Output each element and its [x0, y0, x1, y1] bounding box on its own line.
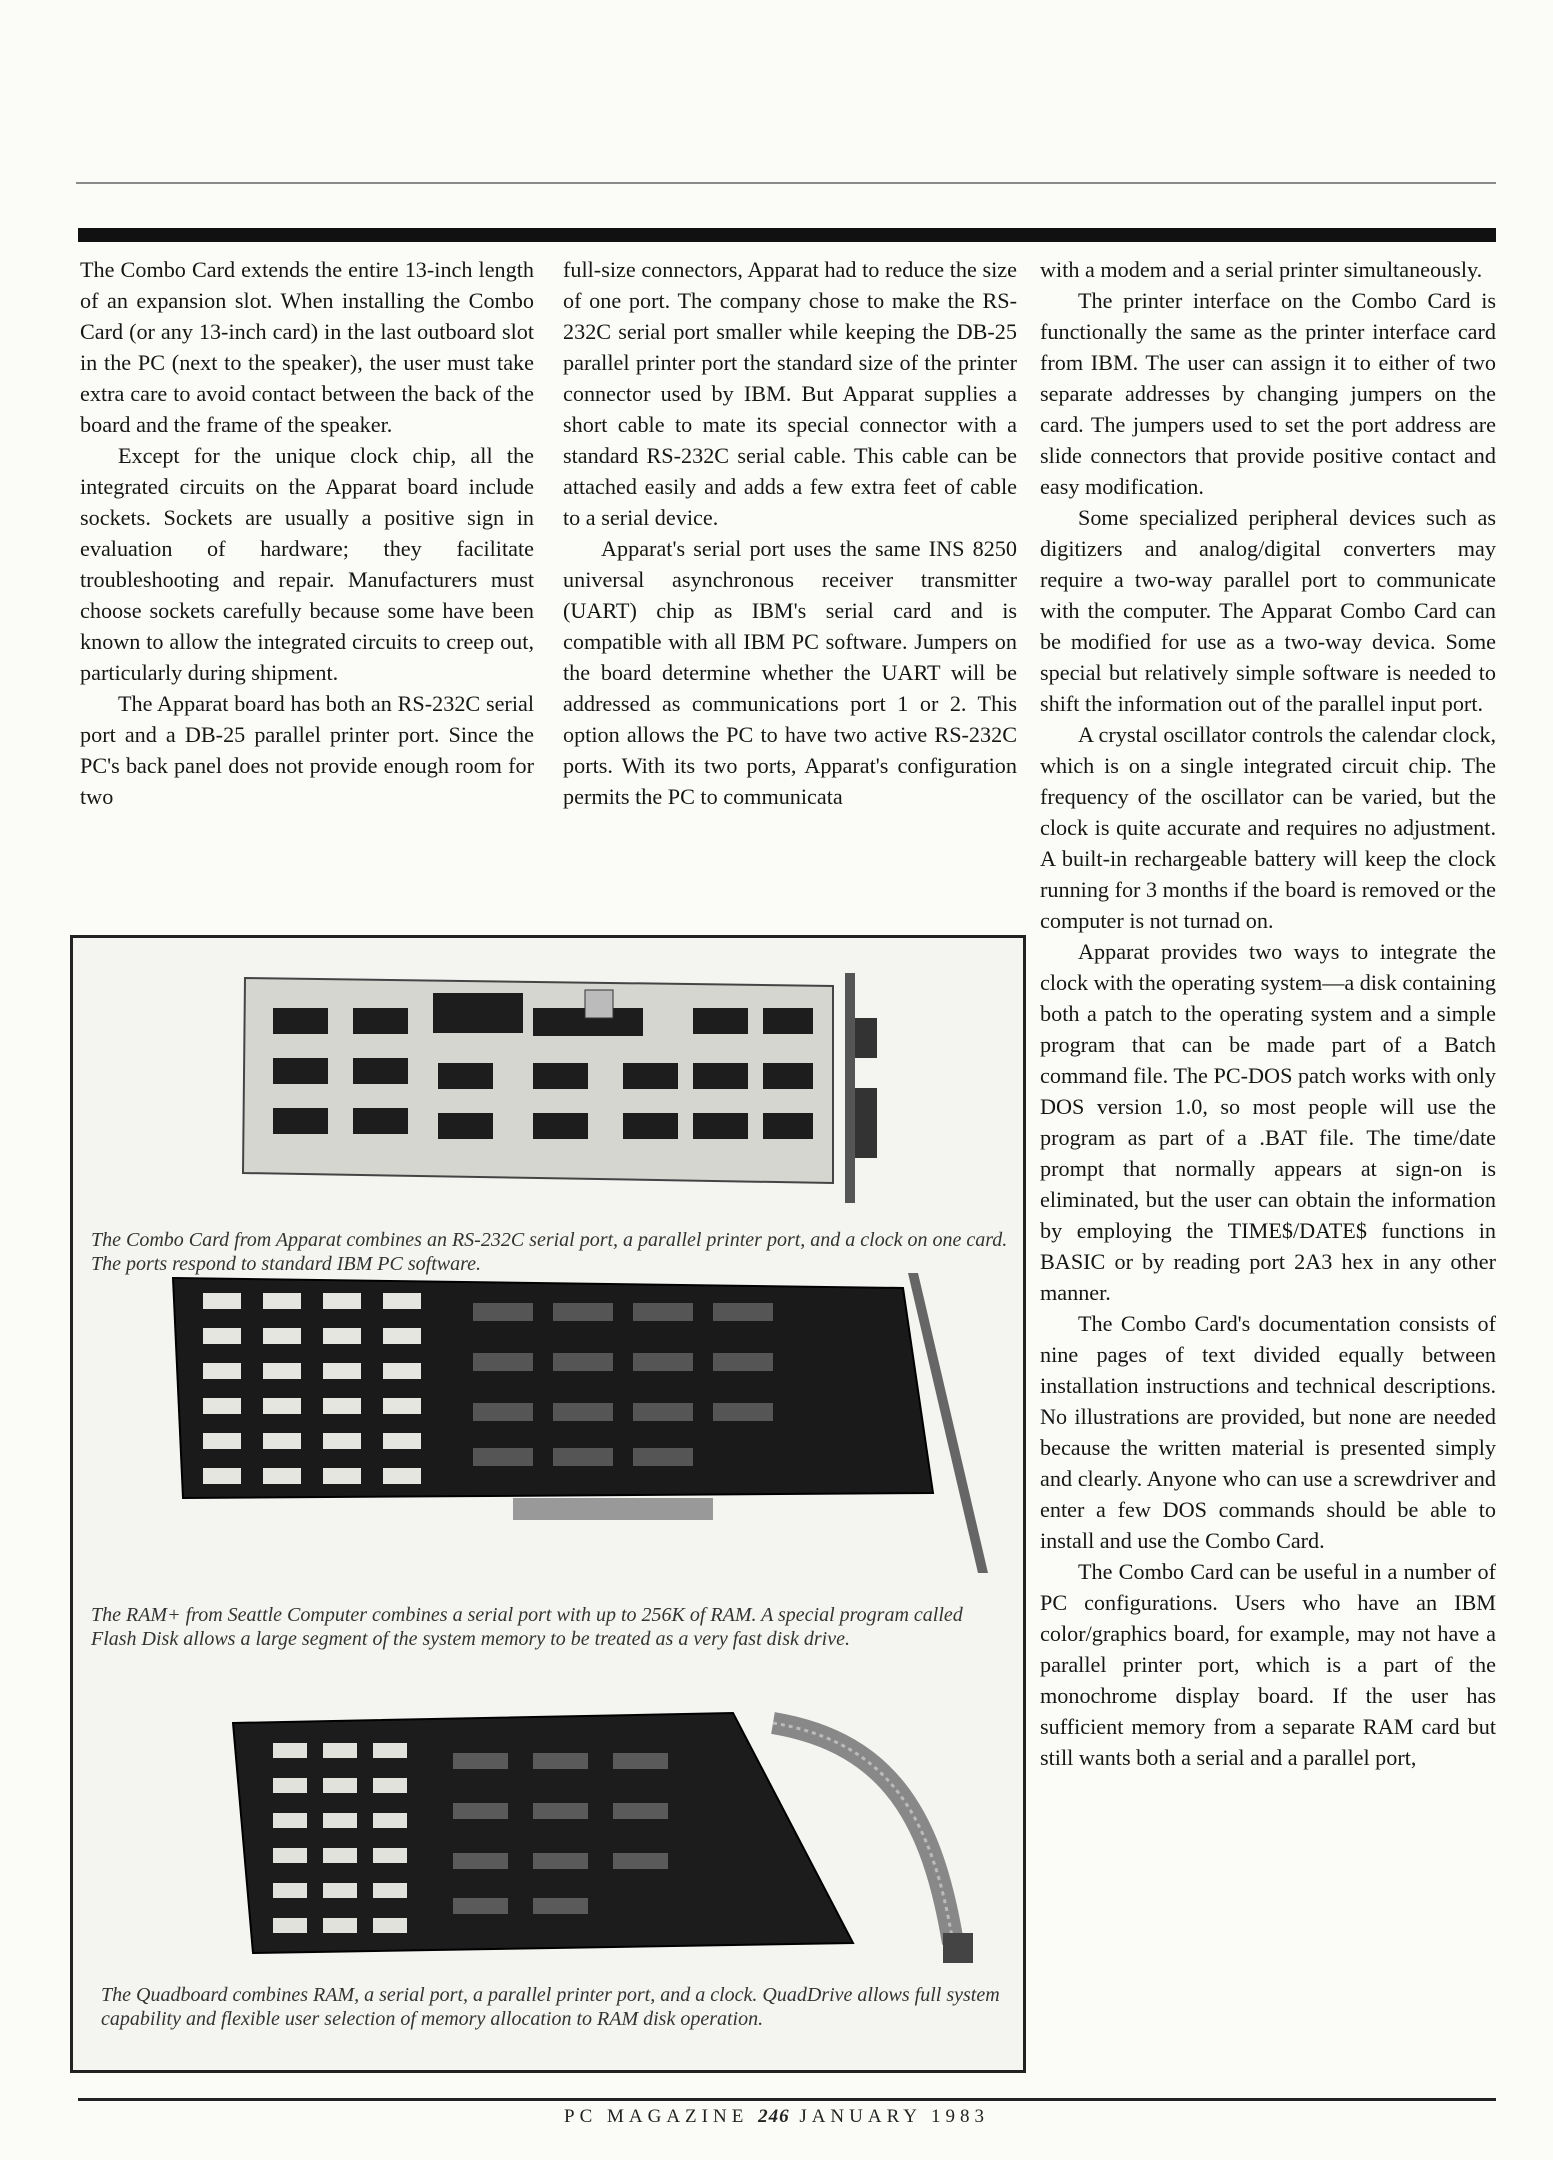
ram-plus-photo [153, 1273, 993, 1593]
article-column-2 [563, 254, 1017, 812]
footer-magazine: PC MAGAZINE [564, 2106, 749, 2127]
combo-card-caption: The Combo Card from Apparat combines an RS-232C serial port, a parallel printer port, and a clock on one card. The ports respond to standard IBM PC software. [91, 1229, 1008, 1275]
article-column-3 [1040, 254, 1496, 1773]
paragraph: The Apparat board has both an RS-232C serial port and a DB-25 parallel printer port. Since the PC's back panel does not provide enough room for two [80, 691, 534, 809]
paragraph: Apparat provides two ways to integrate the clock with the operating system—a disk containing both a patch to the operating system and a simple program that can be made part of a Batch command file. The PC-DOS patch works with only DOS version 1.0, so most people will use the program as part of a .BAT file. The time/date prompt that normally appears at sign-on is eliminated, but the user can obtain the information by employing the TIME$/DATE$ functions in BASIC or by reading port 2A3 hex in any other manner. [1040, 939, 1496, 1305]
header-rule-thin [76, 182, 1496, 184]
footer-rule [78, 2098, 1496, 2101]
paragraph: with a modem and a serial printer simultaneously. [1040, 257, 1483, 282]
quadboard-photo [213, 1703, 1003, 1973]
ram-plus-caption: The RAM+ from Seattle Computer combines a serial port with up to 256K of RAM. A special program called Flash Disk allows a large segment of the system memory to be treated as a very fast disk drive. [91, 1604, 963, 1650]
paragraph: Some specialized peripheral devices such as digitizers and analog/digital converters may require a two-way parallel port to communicate with the computer. The Apparat Combo Card can be modified for use as a two-way devica. Some special but relatively simple software is needed to shift the information out of the parallel input port. [1040, 505, 1496, 716]
photo-panel [70, 935, 1026, 2073]
paragraph: Except for the unique clock chip, all the integrated circuits on the Apparat board include sockets. Sockets are usually a positive sign in evaluation of hardware; they facilitate troubleshooting and repair. Manufacturers must choose sockets carefully because some have been known to allow the integrated circuits to creep out, particularly during shipment. [80, 443, 534, 685]
page-footer [0, 2106, 1553, 2128]
paragraph: The Combo Card extends the entire 13-inch length of an expansion slot. When installing the Combo Card (or any 13-inch card) in the last outboard slot in the PC (next to the speaker), the user must take extra care to avoid contact between the back of the board and the frame of the speaker. [80, 257, 534, 437]
paragraph: The Combo Card's documentation consists of nine pages of text divided equally between installation instructions and technical descriptions. No illustrations are provided, but none are needed because the written material is presented simply and clearly. Anyone who can use a screwdriver and enter a few DOS commands should be able to install and use the Combo Card. [1040, 1311, 1496, 1553]
paragraph: A crystal oscillator controls the calendar clock, which is on a single integrated circuit chip. The frequency of the oscillator can be varied, but the clock is quite accurate and requires no adjustment. A built-in rechargeable battery will keep the clock running for 3 months if the board is removed or the computer is not turnad on. [1040, 722, 1496, 933]
combo-card-photo [233, 968, 953, 1218]
paragraph: Apparat's serial port uses the same INS 8250 universal asynchronous receiver transmitter (UART) chip as IBM's serial card and is compatible with all IBM PC software. Jumpers on the board determine whether the UART will be addressed as communications port 1 or 2. This option allows the PC to have two active RS-232C ports. With its two ports, Apparat's configuration permits the PC to communicata [563, 536, 1017, 809]
footer-date: JANUARY 1983 [799, 2106, 989, 2127]
paragraph: The printer interface on the Combo Card is functionally the same as the printer interface card from IBM. The user can assign it to either of two separate addresses by changing jumpers on the card. The jumpers used to set the port address are slide connectors that provide positive contact and easy modification. [1040, 288, 1496, 499]
paragraph: The Combo Card can be useful in a number of PC configurations. Users who have an IBM color/graphics board, for example, may not have a parallel printer port, which is a part of the monochrome display board. If the user has sufficient memory from a separate RAM card but still wants both a serial and a parallel port, [1040, 1559, 1496, 1770]
paragraph: full-size connectors, Apparat had to reduce the size of one port. The company chose to make the RS-232C serial port smaller while keeping the DB-25 parallel printer port the standard size of the printer connector used by IBM. But Apparat supplies a short cable to mate its special connector with a standard RS-232C serial cable. This cable can be attached easily and adds a few extra feet of cable to a serial device. [563, 257, 1017, 530]
header-rule-thick [78, 228, 1496, 242]
footer-page-number: 246 [758, 2106, 790, 2127]
article-column-1 [80, 254, 534, 812]
quadboard-caption: The Quadboard combines RAM, a serial port, a parallel printer port, and a clock. QuadDrive allows full system capability and flexible user selection of memory allocation to RAM disk operation. [101, 1984, 1000, 2030]
